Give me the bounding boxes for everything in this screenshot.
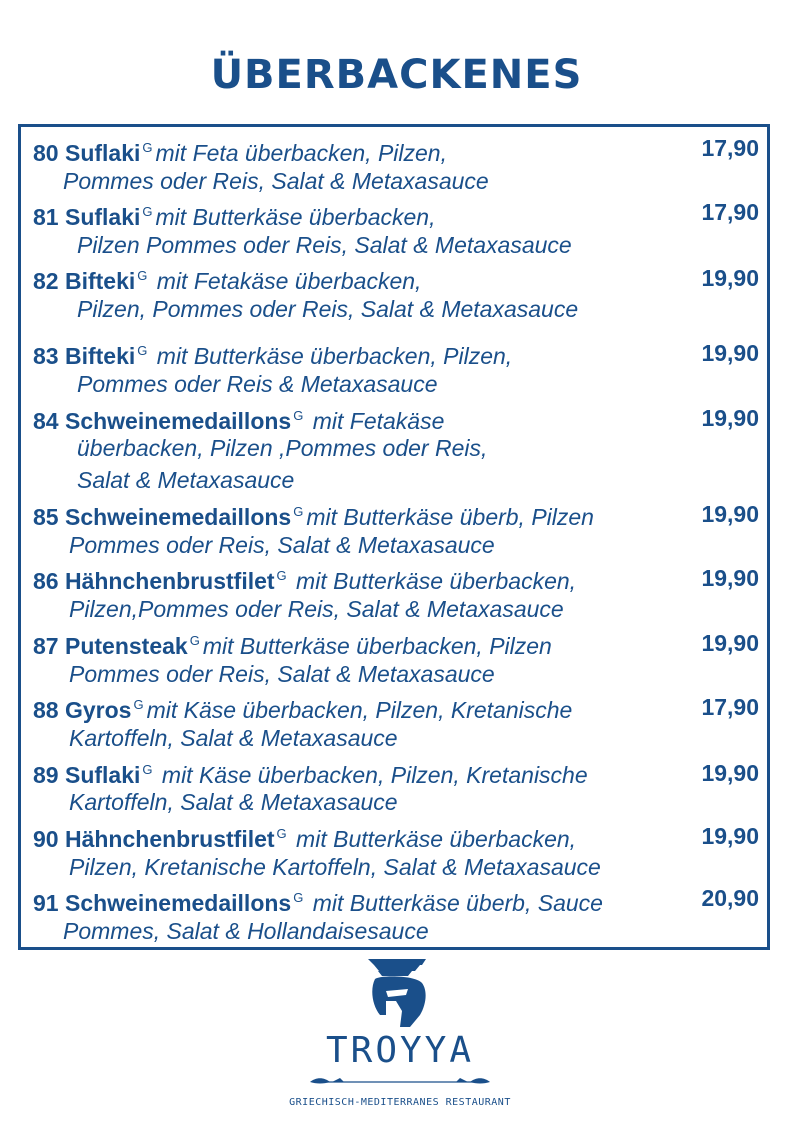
item-name: 88 Gyros: [33, 697, 132, 723]
item-price: 19,90: [701, 760, 759, 786]
item-description: mit Butterkäse überbacken,: [289, 568, 577, 594]
gluten-mark: G: [293, 408, 304, 423]
gluten-mark: G: [276, 826, 287, 841]
item-description: mit Butterkäse überbacken, Pilzen: [202, 633, 552, 659]
spartan-helmet-icon: [250, 955, 550, 1030]
gluten-mark: G: [137, 343, 148, 358]
item-description-cont: Kartoffeln, Salat & Metaxasauce: [69, 789, 398, 815]
gluten-mark: G: [276, 568, 287, 583]
item-description-cont: Kartoffeln, Salat & Metaxasauce: [69, 725, 398, 751]
item-price: 17,90: [701, 694, 759, 720]
brand-name: TROYYA: [325, 1030, 475, 1071]
item-price: 20,90: [701, 885, 759, 911]
item-description-cont: Pommes oder Reis, Salat & Metaxasauce: [69, 661, 495, 687]
item-description-cont: Pilzen, Pommes oder Reis, Salat & Metaxasauce: [77, 296, 579, 322]
brand-tagline: GRIECHISCH-MEDITERRANES RESTAURANT: [289, 1097, 511, 1108]
item-name: 89 Suflaki: [33, 762, 141, 788]
item-price: 17,90: [701, 135, 759, 161]
item-description: mit Butterkäse überb, Pilzen: [306, 504, 594, 530]
gluten-mark: G: [189, 633, 200, 648]
gluten-mark: G: [293, 504, 304, 519]
item-description-cont: Pommes oder Reis & Metaxasauce: [77, 371, 438, 397]
menu-box: [18, 124, 770, 950]
item-description: mit Butterkäse überb, Sauce: [306, 890, 603, 916]
restaurant-logo: [250, 955, 550, 1115]
item-price: 19,90: [701, 501, 759, 527]
item-name: 91 Schweinemedaillons: [33, 890, 292, 916]
item-price: 19,90: [701, 630, 759, 656]
item-name: 87 Putensteak: [33, 633, 188, 659]
laurel-divider-icon: [250, 1075, 550, 1089]
gluten-mark: G: [142, 204, 153, 219]
gluten-mark: G: [142, 762, 153, 777]
item-description: mit Butterkäse überbacken,: [289, 826, 577, 852]
item-name: 80 Suflaki: [33, 140, 141, 166]
item-description-cont: Pilzen,Pommes oder Reis, Salat & Metaxasauce: [69, 596, 564, 622]
item-description: mit Butterkäse überbacken, Pilzen,: [150, 343, 513, 369]
item-description: mit Käse überbacken, Pilzen, Kretanische: [155, 762, 588, 788]
item-price: 19,90: [701, 405, 759, 431]
item-name: 86 Hähnchenbrustfilet: [33, 568, 275, 594]
item-description: mit Käse überbacken, Pilzen, Kretanische: [146, 697, 573, 723]
item-price: 17,90: [701, 199, 759, 225]
item-price: 19,90: [701, 565, 759, 591]
item-description: mit Fetakäse: [306, 408, 445, 434]
item-price: 19,90: [701, 823, 759, 849]
item-description: mit Feta überbacken, Pilzen,: [155, 140, 447, 166]
item-description-cont: Pommes, Salat & Hollandaisesauce: [63, 918, 429, 944]
item-name: 84 Schweinemedaillons: [33, 408, 292, 434]
item-name: 85 Schweinemedaillons: [33, 504, 292, 530]
gluten-mark: G: [293, 890, 304, 905]
item-description: mit Butterkäse überbacken,: [155, 204, 436, 230]
item-description-cont: Pommes oder Reis, Salat & Metaxasauce: [63, 168, 489, 194]
item-name: 82 Bifteki: [33, 268, 136, 294]
item-description: mit Fetakäse überbacken,: [150, 268, 422, 294]
gluten-mark: G: [142, 140, 153, 155]
item-price: 19,90: [701, 340, 759, 366]
page-title: ÜBERBACKENES: [210, 52, 583, 98]
item-name: 90 Hähnchenbrustfilet: [33, 826, 275, 852]
gluten-mark: G: [137, 268, 148, 283]
item-description-cont: Pommes oder Reis, Salat & Metaxasauce: [69, 532, 495, 558]
item-description-cont: Pilzen, Kretanische Kartoffeln, Salat & Metaxasauce: [69, 854, 601, 880]
item-name: 83 Bifteki: [33, 343, 136, 369]
item-description-cont: Pilzen Pommes oder Reis, Salat & Metaxasauce: [77, 232, 572, 258]
item-description-cont: überbacken, Pilzen ,Pommes oder Reis,: [77, 435, 488, 461]
item-price: 19,90: [701, 265, 759, 291]
item-name: 81 Suflaki: [33, 204, 141, 230]
gluten-mark: G: [133, 697, 144, 712]
item-description-cont: Salat & Metaxasauce: [77, 467, 295, 493]
